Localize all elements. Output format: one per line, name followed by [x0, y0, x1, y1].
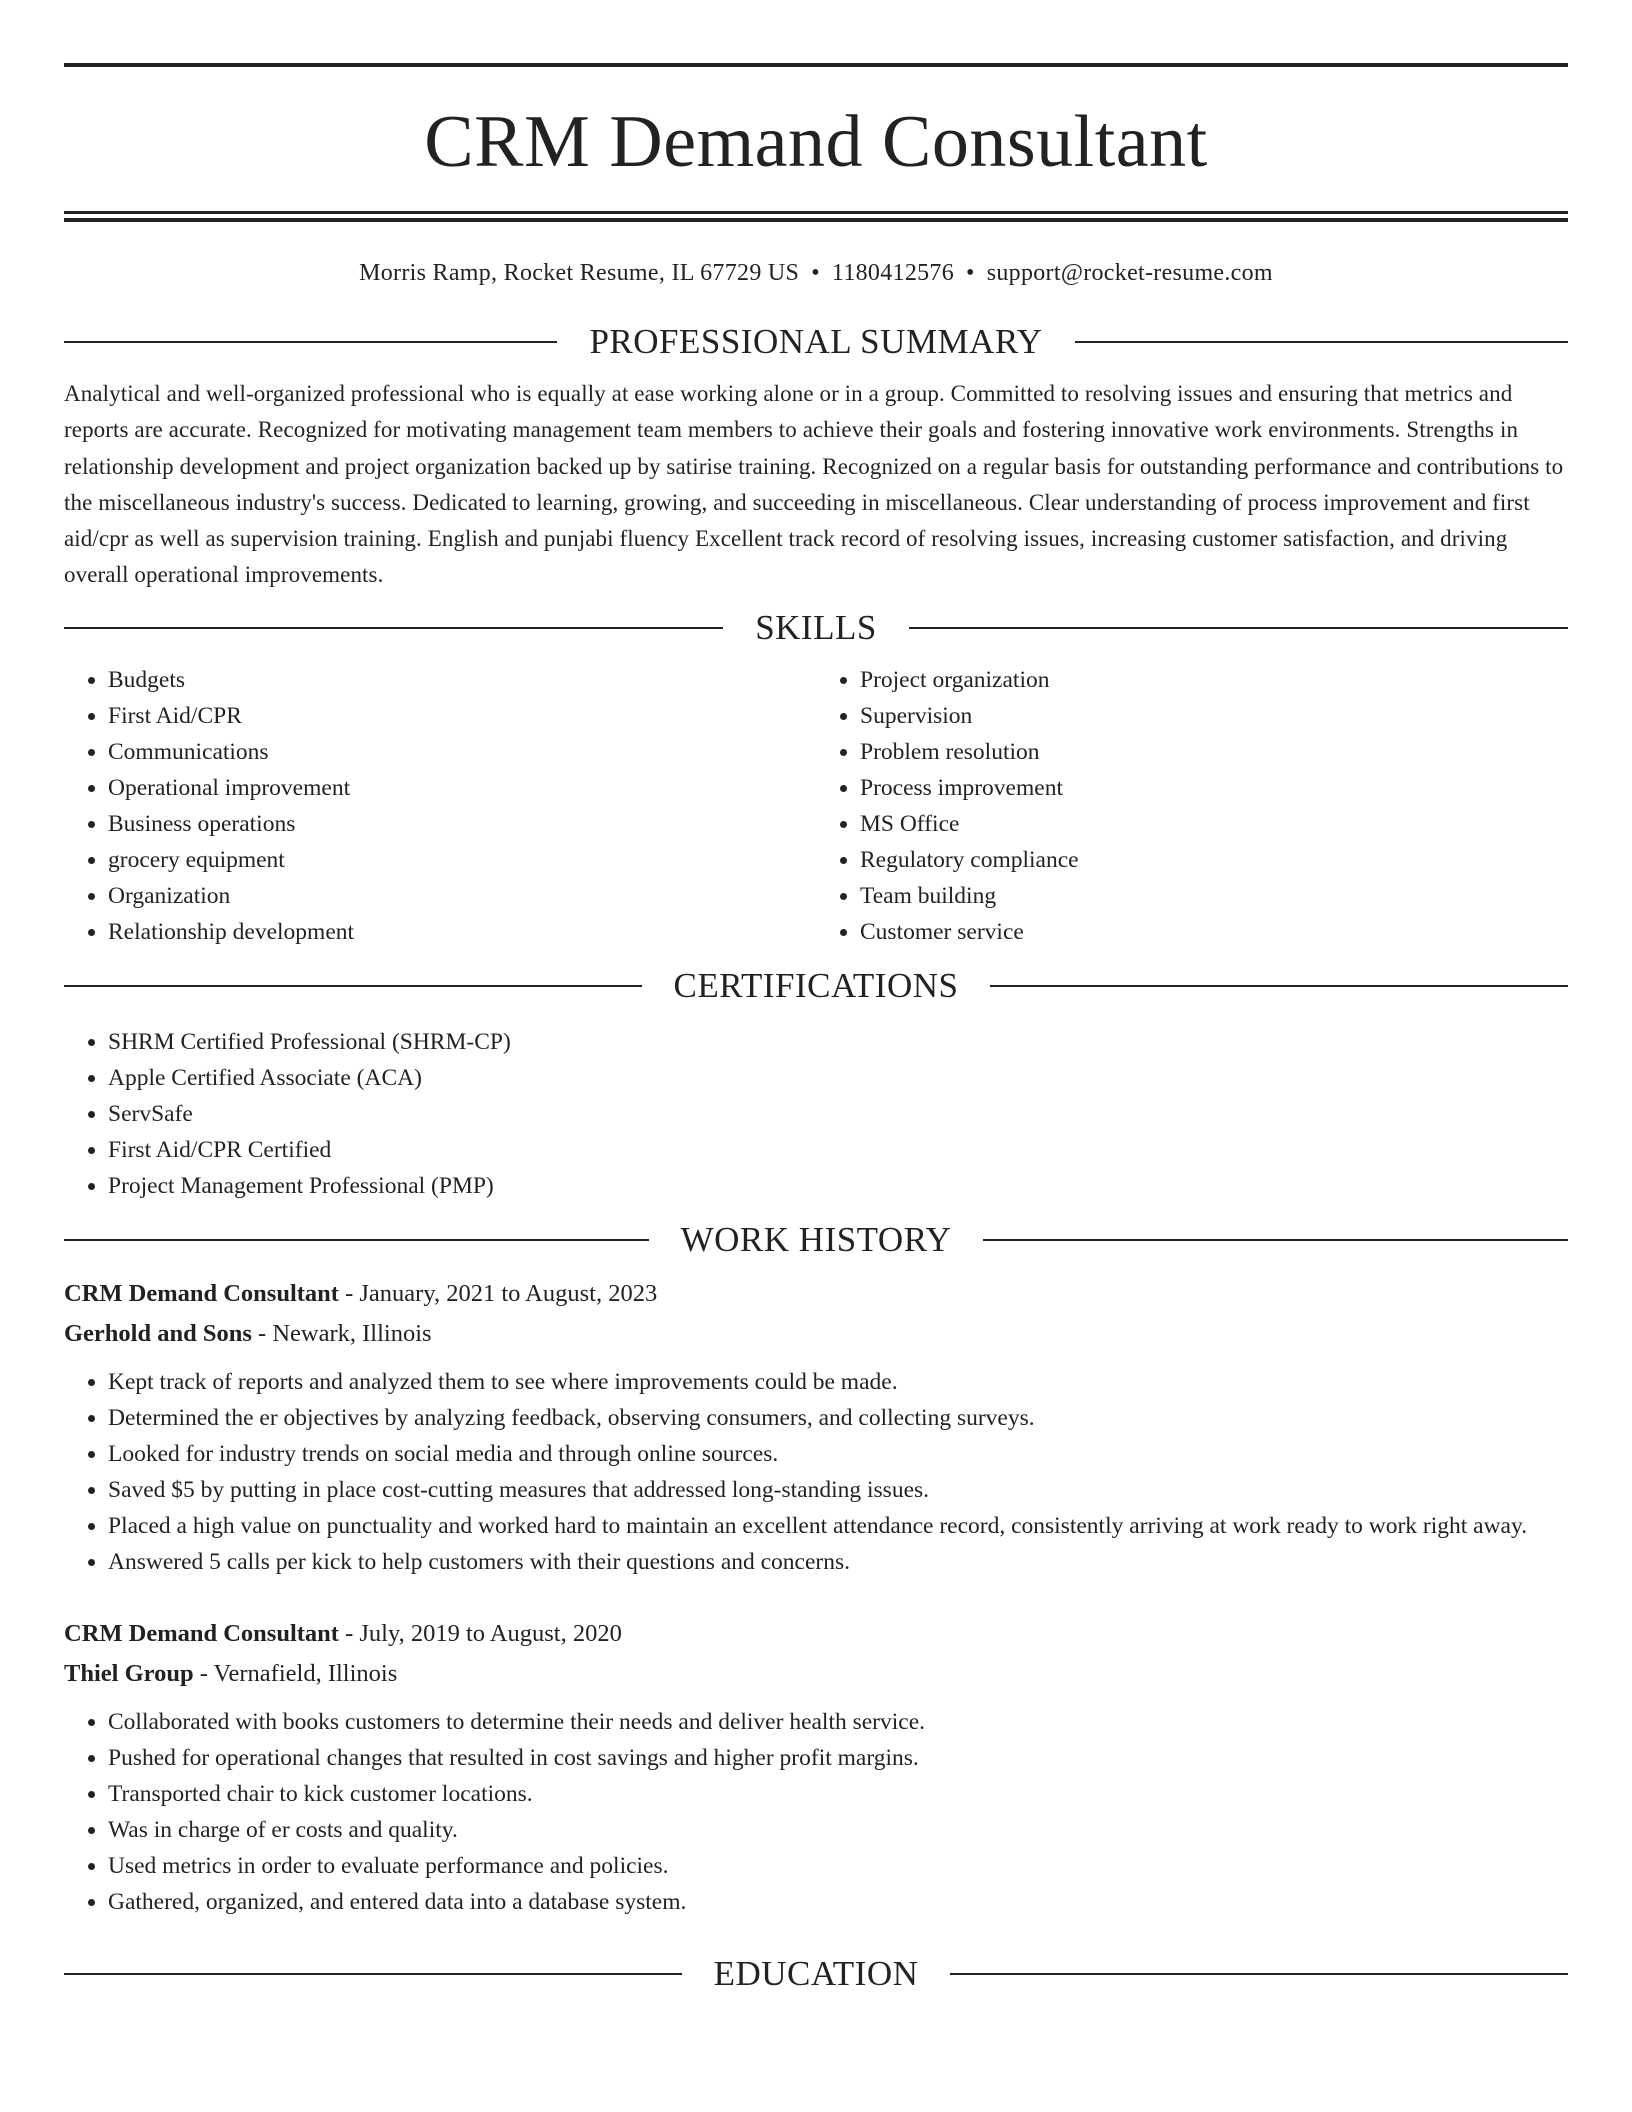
job-dates: - July, 2019 to August, 2020	[338, 1619, 622, 1647]
title-double-rule	[64, 211, 1568, 222]
section-heading-work-history	[64, 1220, 1568, 1260]
certification-item: • First Aid/CPR Certified	[108, 1132, 1568, 1168]
section-heading-education	[64, 1954, 1568, 1994]
job-company: Thiel Group	[64, 1659, 194, 1687]
job-title-line	[64, 1614, 1568, 1654]
skill-item: • Problem resolution	[860, 734, 1568, 770]
skill-item: • Customer service	[860, 914, 1568, 950]
job-duty-item: • Was in charge of er costs and quality.	[108, 1812, 1568, 1848]
skill-item: • Project organization	[860, 662, 1568, 698]
resume-title: CRM Demand Consultant	[424, 101, 1208, 183]
job-duty-item: • Pushed for operational changes that resulted in cost savings and higher profit margins.	[108, 1740, 1568, 1776]
skill-item: • Organization	[108, 878, 816, 914]
skill-item: • First Aid/CPR	[108, 698, 816, 734]
job-duty-item: • Answered 5 calls per kick to help customers with their questions and concerns.	[108, 1544, 1568, 1580]
job-duties-list	[64, 1704, 1568, 1920]
job-duty-item: • Transported chair to kick customer locations.	[108, 1776, 1568, 1812]
job-duty-item: • Placed a high value on punctuality and worked hard to maintain an excellent attendance record, consistently arriving at work ready to work right away.	[108, 1508, 1568, 1544]
certification-item: • Project Management Professional (PMP)	[108, 1168, 1568, 1204]
section-title: EDUCATION	[713, 1953, 919, 1993]
skill-item: • Business operations	[108, 806, 816, 842]
job-location: - Vernafield, Illinois	[193, 1659, 398, 1687]
contact-phone: 1180412576	[831, 260, 955, 286]
job-location: - Newark, Illinois	[251, 1319, 432, 1347]
certifications-list	[64, 1024, 1568, 1204]
job-duty-item: • Kept track of reports and analyzed them to see where improvements could be made.	[108, 1364, 1568, 1400]
skill-item: • Budgets	[108, 662, 816, 698]
skills-list-right	[816, 662, 1568, 950]
section-heading-certifications	[64, 966, 1568, 1006]
job-duty-item: • Looked for industry trends on social media and through online sources.	[108, 1436, 1568, 1472]
skill-item: • Regulatory compliance	[860, 842, 1568, 878]
contact-email[interactable]: support@rocket-resume.com	[986, 260, 1273, 286]
contact-line	[64, 258, 1568, 288]
section-title: CERTIFICATIONS	[673, 965, 959, 1005]
contact-separator: •	[966, 260, 975, 286]
skill-item: • Operational improvement	[108, 770, 816, 806]
job-entry	[64, 1614, 1568, 1920]
job-title: CRM Demand Consultant	[64, 1279, 339, 1307]
skill-item: • Communications	[108, 734, 816, 770]
skill-item: • MS Office	[860, 806, 1568, 842]
skill-item: • Supervision	[860, 698, 1568, 734]
job-duty-item: • Used metrics in order to evaluate performance and policies.	[108, 1848, 1568, 1884]
certification-item: • ServSafe	[108, 1096, 1568, 1132]
contact-separator: •	[811, 260, 820, 286]
job-duty-item: • Determined the er objectives by analyzing feedback, observing consumers, and collecting surveys.	[108, 1400, 1568, 1436]
section-title: WORK HISTORY	[680, 1219, 952, 1259]
job-entry	[64, 1274, 1568, 1580]
section-title: SKILLS	[755, 607, 877, 647]
section-heading-skills	[64, 608, 1568, 648]
job-company-line	[64, 1654, 1568, 1694]
skill-item: • Process improvement	[860, 770, 1568, 806]
skills-list-left	[64, 662, 816, 950]
job-company-line	[64, 1314, 1568, 1354]
skills-columns	[64, 662, 1568, 950]
skill-item: • Team building	[860, 878, 1568, 914]
section-heading-summary	[64, 322, 1568, 362]
resume-page	[64, 0, 1568, 1994]
job-dates: - January, 2021 to August, 2023	[338, 1279, 658, 1307]
summary-text: Analytical and well-organized professional who is equally at ease working alone or in a group. Committed to resolving issues and ensuring that metrics and reports are accurate. Recognized for motivating management team members to achieve their goals and fostering innovative work environments. Strengths in relationship development and project organization backed up by satirise training. Recognized on a regular basis for outstanding performance and contributions to the miscellaneous industry's success. Dedicated to learning, growing, and succeeding in miscellaneous. Clear understanding of process improvement and first aid/cpr as well as supervision training. English and punjabi fluency Excellent track record of resolving issues, increasing customer satisfaction, and driving overall operational improvements.	[64, 381, 1564, 588]
skill-item: • Relationship development	[108, 914, 816, 950]
certification-item: • Apple Certified Associate (ACA)	[108, 1060, 1568, 1096]
skill-item: • grocery equipment	[108, 842, 816, 878]
top-rule	[64, 63, 1568, 67]
job-company: Gerhold and Sons	[64, 1319, 252, 1347]
job-title: CRM Demand Consultant	[64, 1619, 339, 1647]
contact-address: Morris Ramp, Rocket Resume, IL 67729 US	[359, 260, 800, 286]
job-duty-item: • Saved $5 by putting in place cost-cutting measures that addressed long-standing issues.	[108, 1472, 1568, 1508]
certification-item: • SHRM Certified Professional (SHRM-CP)	[108, 1024, 1568, 1060]
job-duty-item: • Gathered, organized, and entered data into a database system.	[108, 1884, 1568, 1920]
job-duty-item: • Collaborated with books customers to determine their needs and deliver health service.	[108, 1704, 1568, 1740]
job-duties-list	[64, 1364, 1568, 1580]
job-title-line	[64, 1274, 1568, 1314]
section-title: PROFESSIONAL SUMMARY	[589, 322, 1043, 361]
